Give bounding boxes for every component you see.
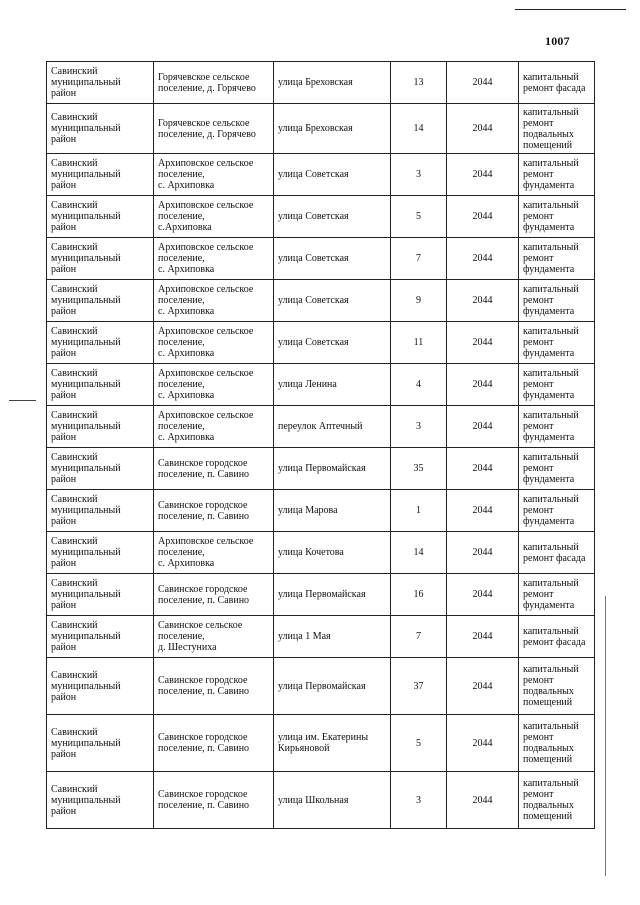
cell-district: Савинский муниципальный район [47, 196, 154, 238]
cell-work-type: капитальный ремонт фундамента [519, 574, 595, 616]
cell-district: Савинский муниципальный район [47, 616, 154, 658]
cell-district: Савинский муниципальный район [47, 406, 154, 448]
cell-district: Савинский муниципальный район [47, 448, 154, 490]
cell-house-number: 3 [391, 772, 447, 829]
cell-year: 2044 [447, 154, 519, 196]
cell-work-type: капитальный ремонт подвальных помещений [519, 715, 595, 772]
cell-street: улица Первомайская [274, 658, 391, 715]
cell-house-number: 14 [391, 532, 447, 574]
registry-body [47, 62, 595, 829]
cell-house-number: 7 [391, 616, 447, 658]
cell-year: 2044 [447, 490, 519, 532]
cell-settlement: Горячевское сельское поселение, д. Горячево [154, 62, 274, 104]
cell-year: 2044 [447, 322, 519, 364]
cell-settlement: Савинское городское поселение, п. Савино [154, 715, 274, 772]
table-row [47, 532, 595, 574]
table-row [47, 62, 595, 104]
cell-street: улица им. Екатерины Кирьяновой [274, 715, 391, 772]
cell-settlement: Архиповское сельское поселение, с. Архиповка [154, 364, 274, 406]
table-row [47, 322, 595, 364]
page-number: 1007 [545, 34, 570, 48]
cell-year: 2044 [447, 364, 519, 406]
cell-house-number: 9 [391, 280, 447, 322]
cell-street: улица Кочетова [274, 532, 391, 574]
table-row [47, 104, 595, 154]
cell-settlement: Савинское сельское поселение, д. Шестуниха [154, 616, 274, 658]
cell-settlement: Савинское городское поселение, п. Савино [154, 574, 274, 616]
cell-work-type: капитальный ремонт фундамента [519, 196, 595, 238]
cell-street: улица Советская [274, 154, 391, 196]
cell-street: улица Бреховская [274, 104, 391, 154]
cell-street: улица Советская [274, 322, 391, 364]
cell-street: улица Советская [274, 238, 391, 280]
cell-street: улица Советская [274, 280, 391, 322]
cell-house-number: 5 [391, 196, 447, 238]
cell-work-type: капитальный ремонт фундамента [519, 448, 595, 490]
table-row [47, 772, 595, 829]
cell-street: улица Первомайская [274, 448, 391, 490]
cell-work-type: капитальный ремонт подвальных помещений [519, 772, 595, 829]
cell-district: Савинский муниципальный район [47, 322, 154, 364]
table-row [47, 280, 595, 322]
cell-settlement: Савинское городское поселение, п. Савино [154, 658, 274, 715]
cell-settlement: Горячевское сельское поселение, д. Горячево [154, 104, 274, 154]
cell-street: улица Ленина [274, 364, 391, 406]
cell-district: Савинский муниципальный район [47, 364, 154, 406]
page-edge-line [605, 596, 606, 876]
cell-house-number: 7 [391, 238, 447, 280]
table-row [47, 490, 595, 532]
cell-house-number: 3 [391, 154, 447, 196]
cell-street: улица Марова [274, 490, 391, 532]
cell-street: улица Советская [274, 196, 391, 238]
table-row [47, 154, 595, 196]
cell-year: 2044 [447, 448, 519, 490]
cell-year: 2044 [447, 238, 519, 280]
cell-house-number: 14 [391, 104, 447, 154]
cell-year: 2044 [447, 658, 519, 715]
cell-district: Савинский муниципальный район [47, 154, 154, 196]
table-row [47, 658, 595, 715]
cell-year: 2044 [447, 715, 519, 772]
cell-street: улица Школьная [274, 772, 391, 829]
cell-work-type: капитальный ремонт фундамента [519, 364, 595, 406]
cell-year: 2044 [447, 616, 519, 658]
cell-year: 2044 [447, 772, 519, 829]
cell-year: 2044 [447, 62, 519, 104]
cell-settlement: Савинское городское поселение, п. Савино [154, 772, 274, 829]
table-row [47, 364, 595, 406]
cell-district: Савинский муниципальный район [47, 772, 154, 829]
cell-year: 2044 [447, 532, 519, 574]
cell-district: Савинский муниципальный район [47, 490, 154, 532]
table-row [47, 196, 595, 238]
table-row [47, 574, 595, 616]
cell-district: Савинский муниципальный район [47, 658, 154, 715]
cell-street: переулок Аптечный [274, 406, 391, 448]
cell-settlement: Архиповское сельское поселение, с. Архиповка [154, 532, 274, 574]
cell-district: Савинский муниципальный район [47, 62, 154, 104]
cell-work-type: капитальный ремонт фундамента [519, 322, 595, 364]
cell-house-number: 3 [391, 406, 447, 448]
cell-house-number: 11 [391, 322, 447, 364]
cell-work-type: капитальный ремонт подвальных помещений [519, 104, 595, 154]
cell-settlement: Савинское городское поселение, п. Савино [154, 490, 274, 532]
table-row [47, 406, 595, 448]
table-row [47, 238, 595, 280]
cell-house-number: 35 [391, 448, 447, 490]
cell-house-number: 1 [391, 490, 447, 532]
cell-house-number: 4 [391, 364, 447, 406]
cell-house-number: 13 [391, 62, 447, 104]
cell-district: Савинский муниципальный район [47, 104, 154, 154]
repair-registry-table [46, 61, 595, 829]
cell-work-type: капитальный ремонт фасада [519, 616, 595, 658]
cell-settlement: Савинское городское поселение, п. Савино [154, 448, 274, 490]
table-row [47, 448, 595, 490]
cell-work-type: капитальный ремонт фундамента [519, 406, 595, 448]
cell-year: 2044 [447, 406, 519, 448]
table-row [47, 715, 595, 772]
cell-settlement: Архиповское сельское поселение, с. Архиповка [154, 322, 274, 364]
cell-settlement: Архиповское сельское поселение, с. Архиповка [154, 154, 274, 196]
cell-settlement: Архиповское сельское поселение, с. Архиповка [154, 406, 274, 448]
cell-year: 2044 [447, 104, 519, 154]
cell-work-type: капитальный ремонт фасада [519, 532, 595, 574]
header-rule [515, 9, 626, 10]
cell-street: улица Бреховская [274, 62, 391, 104]
cell-house-number: 5 [391, 715, 447, 772]
cell-district: Савинский муниципальный район [47, 280, 154, 322]
cell-house-number: 37 [391, 658, 447, 715]
cell-work-type: капитальный ремонт фундамента [519, 280, 595, 322]
cell-work-type: капитальный ремонт фундамента [519, 490, 595, 532]
cell-district: Савинский муниципальный район [47, 715, 154, 772]
cell-work-type: капитальный ремонт фундамента [519, 154, 595, 196]
cell-settlement: Архиповское сельское поселение, с. Архиповка [154, 280, 274, 322]
cell-district: Савинский муниципальный район [47, 238, 154, 280]
cell-street: улица 1 Мая [274, 616, 391, 658]
cell-street: улица Первомайская [274, 574, 391, 616]
cell-settlement: Архиповское сельское поселение, с.Архиповка [154, 196, 274, 238]
cell-year: 2044 [447, 280, 519, 322]
margin-mark [9, 400, 36, 401]
cell-year: 2044 [447, 196, 519, 238]
cell-work-type: капитальный ремонт подвальных помещений [519, 658, 595, 715]
cell-work-type: капитальный ремонт фундамента [519, 238, 595, 280]
cell-district: Савинский муниципальный район [47, 532, 154, 574]
cell-year: 2044 [447, 574, 519, 616]
cell-district: Савинский муниципальный район [47, 574, 154, 616]
cell-work-type: капитальный ремонт фасада [519, 62, 595, 104]
table-row [47, 616, 595, 658]
cell-house-number: 16 [391, 574, 447, 616]
cell-settlement: Архиповское сельское поселение, с. Архиповка [154, 238, 274, 280]
